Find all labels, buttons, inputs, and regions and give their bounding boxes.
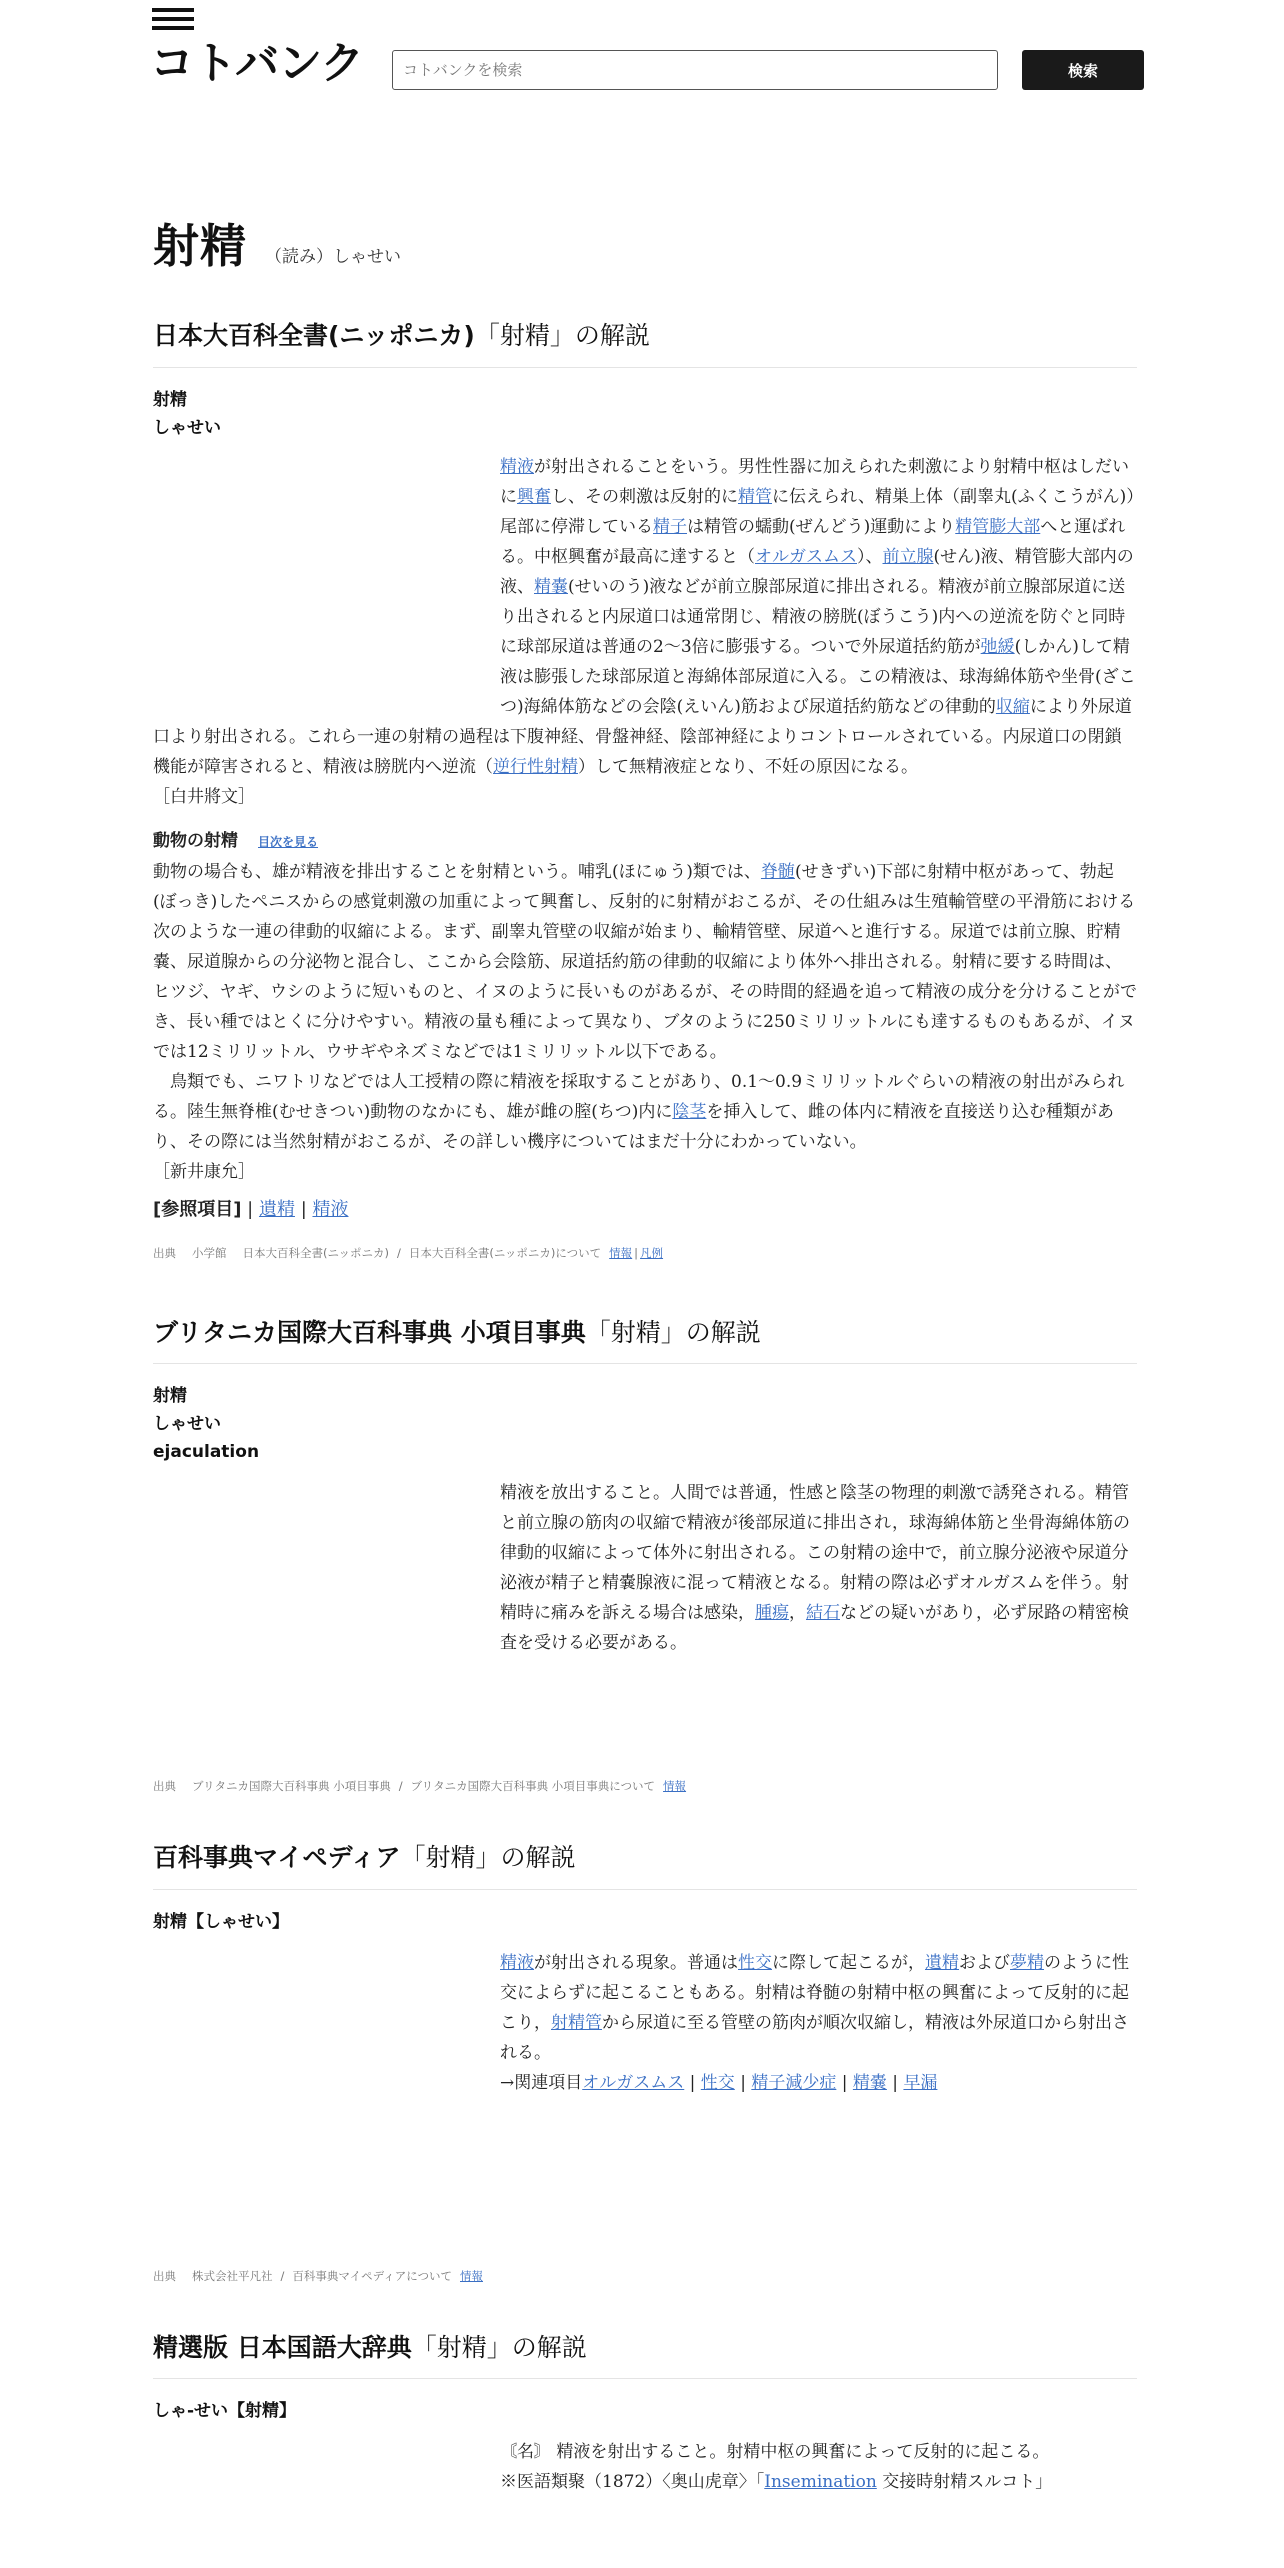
term-link[interactable]: 弛緩 <box>980 636 1015 657</box>
separator: | <box>241 1198 259 1220</box>
section-britannica <box>153 1317 1137 1797</box>
text-segment: 精液を放出すること。人間では普通，性感と陰茎の物理的刺激で誘発される。精管と前立腺の筋肉の収縮で精液が後部尿道に排出され，球海綿体筋と坐骨海綿体筋の律動的収縮によって体外に射出される。この射精の途中で，前立腺分泌液や尿道分泌液が精子と精嚢腺液に混って精液となる。射精の際は必ずオルガスムを伴う。射精時に痛みを訴える場合は感染， <box>500 1483 1131 1623</box>
source-prefix: 出典 <box>153 2268 176 2283</box>
reference-label: [参照項目] <box>153 1198 242 1220</box>
source-about: ブリタニカ国際大百科事典 小項目事典について <box>410 1779 656 1793</box>
term-link[interactable]: 夢精 <box>1010 1952 1044 1973</box>
term-link[interactable]: 精液 <box>500 1952 534 1973</box>
separator: | <box>294 1198 313 1220</box>
text-segment: に際して起こるが， <box>772 1952 925 1973</box>
page-title <box>153 210 1137 276</box>
text-segment: (せきずい)下部に射精中枢があって、勃起(ぼっき)したペニスからの感覚刺激の加重によって興奮し、反射的に射精がおこるが、その仕組みは生殖輸管壁の平滑筋における次のような一連の律動的収縮による。まず、副睾丸管壁の収縮が始まり、輸精管壁、尿道へと進行する。尿道では前立腺、貯精嚢、尿道腺からの分泌物と混合し、ここから会陰筋、尿道括約筋の律動的収縮により体外へ排出される。射精に要する時間は、ヒツジ、ヤギ、ウシのように短いものと、イヌのように長いものがあるが、その時間的経過を追って精液の成分を分けることができ、長い種ではとくに分けやすい。精液の量も種によって異なり、ブタのように250ミリリットルにも達するものもあるが、イヌでは12ミリリットル、ウサギやネズミなどでは1ミリリットル以下である。 <box>153 861 1137 1062</box>
ad-space <box>153 452 500 722</box>
dictionary-name: ブリタニカ国際大百科事典 小項目事典 <box>153 1317 586 1347</box>
ad-space <box>153 1478 500 1668</box>
entry-term: 射精 <box>153 1386 187 1406</box>
term-link[interactable]: 精子 <box>653 516 687 537</box>
source-line: 出典 小学館 日本大百科全書(ニッポニカ) / 日本大百科全書(ニッポニカ)について 情報 | 凡例 <box>153 1245 664 1260</box>
site-header <box>150 0 1134 100</box>
author-credit: ［白井將文］ <box>153 786 255 807</box>
separator: | <box>886 2072 904 2093</box>
text-segment: が射出されることをいう。男性性器に加えられた刺激により射精中枢はしだいに <box>500 456 1129 507</box>
term-link[interactable]: 精管膨大部 <box>955 516 1041 537</box>
text-segment: は精管の蠕動(ぜんどう)運動により <box>687 516 956 537</box>
separator: | <box>734 2072 752 2093</box>
source-publisher: 株式会社平凡社 <box>192 2268 273 2283</box>
section-title-suffix: 「射精」の解説 <box>411 2332 587 2362</box>
subsection-heading <box>153 826 1137 857</box>
entry-reading: しゃせい <box>153 417 221 438</box>
main-content <box>153 210 1137 2568</box>
term-link[interactable]: 逆行性射精 <box>493 756 578 777</box>
search-button[interactable]: 検索 <box>1022 50 1144 90</box>
related-link[interactable]: オルガスムス <box>582 2072 685 2093</box>
related-label: →関連項目 <box>500 2072 583 2093</box>
dictionary-name: 精選版 日本国語大辞典 <box>153 2332 412 2362</box>
text-segment: により外尿道口より射出される。これら一連の射精の過程は下腹神経、骨盤神経、陰部神経によりコントロールされている。内尿道口の閉鎖機能が障害されると、精液は膀胱内へ逆流（ <box>153 696 1132 777</box>
entry-definition: 〘名〙 精液を射出すること。射精中枢の興奮によって反射的に起こる。 <box>500 2442 1050 2462</box>
text-segment: 動物の場合も、雄が精液を排出することを射精という。哺乳(ほにゅう)類では、 <box>153 861 761 882</box>
term-link[interactable]: 性交 <box>738 1952 772 1973</box>
term-link[interactable]: 陰茎 <box>672 1101 707 1122</box>
separator: | <box>836 2072 853 2093</box>
source-publisher: 小学館 <box>192 1245 227 1260</box>
related-link[interactable]: 精子減少症 <box>751 2072 837 2093</box>
entry-term: しゃ‐せい【射精】 <box>153 2401 297 2421</box>
section-title-suffix: 「射精」の解説 <box>585 1317 761 1347</box>
citation-text: 交接時射精スルコト」 <box>876 2472 1053 2492</box>
source-prefix: 出典 <box>153 1779 176 1793</box>
menu-icon[interactable] <box>152 8 194 30</box>
term-link[interactable]: オルガスムス <box>755 546 857 567</box>
reference-items <box>153 1195 1137 1225</box>
section-title <box>153 320 1137 368</box>
separator: | <box>684 2072 701 2093</box>
search-input[interactable] <box>392 50 998 90</box>
reference-link[interactable]: 精液 <box>312 1198 349 1220</box>
dictionary-name: 百科事典マイペディア <box>153 1843 401 1872</box>
author-credit: ［新井康允］ <box>153 1161 255 1182</box>
text-segment: に伝えられ、精巣上体（副睾丸(ふくこうがん)）尾部に停滞している <box>500 486 1135 537</box>
text-segment: などの疑いがあり，必ず尿路の精密検査を受ける必要がある。 <box>500 1603 1129 1653</box>
site-logo[interactable]: コトバンク <box>150 38 364 89</box>
source-line: 出典 株式会社平凡社 / 百科事典マイペディアについて 情報 <box>153 2268 483 2283</box>
related-link[interactable]: 早漏 <box>903 2072 938 2093</box>
term-link[interactable]: 精液 <box>500 456 534 477</box>
source-prefix: 出典 <box>153 1245 176 1260</box>
section-title-suffix: 「射精」の解説 <box>400 1843 576 1872</box>
reference-link[interactable]: 遺精 <box>258 1198 295 1220</box>
source-line: 出典 ブリタニカ国際大百科事典 小項目事典 / ブリタニカ国際大百科事典 小項目事典について 情報 <box>153 1779 687 1793</box>
term-link[interactable]: 前立腺 <box>882 546 934 567</box>
section-title <box>153 2332 1137 2380</box>
ad-space <box>153 2437 500 2568</box>
source-title: 日本大百科全書(ニッポニカ) <box>242 1245 390 1260</box>
text-segment: および <box>959 1952 1010 1973</box>
section-title-suffix: 「射精」の解説 <box>474 321 650 350</box>
text-segment: ， <box>789 1603 806 1623</box>
entry-body-birds <box>153 1067 1137 1157</box>
text-segment: へと運ばれる。中枢興奮が最高に達すると（ <box>500 516 1126 567</box>
entry-body-animal <box>153 857 1137 1067</box>
text-segment: が射出される現象。普通は <box>534 1952 738 1973</box>
related-link[interactable]: 性交 <box>700 2072 735 2093</box>
subsection-title: 動物の射精 <box>153 830 238 851</box>
source-title: ブリタニカ国際大百科事典 小項目事典 <box>192 1779 391 1793</box>
term-link[interactable]: 精嚢 <box>534 576 568 597</box>
text-segment: ）して無精液症となり、不妊の原因になる。 <box>578 756 918 777</box>
page-title-reading: （読み）しゃせい <box>265 247 401 267</box>
source-about: 百科事典マイペディアについて <box>292 2268 452 2283</box>
term-link[interactable]: 精管 <box>738 486 772 507</box>
info-link[interactable]: 情報 <box>460 2268 483 2283</box>
text-segment: (せいのう)液などが前立腺部尿道に排出される。精液が前立腺部尿道に送り出されると内尿道口は通常閉じ、精液の膀胱(ぼうこう)内への逆流を防ぐと同時に球部尿道は普通の2～3倍に膨張する。ついで外尿道括約筋が <box>500 576 1126 657</box>
info-link[interactable]: 情報 <box>663 1779 687 1793</box>
related-link[interactable]: 精嚢 <box>852 2072 887 2093</box>
section-title <box>153 1842 1137 1890</box>
dictionary-name: 日本大百科全書(ニッポニカ) <box>153 321 475 350</box>
term-link[interactable]: 脊髄 <box>760 861 795 882</box>
toc-link[interactable]: 目次を見る <box>258 834 319 849</box>
legend-link[interactable]: 凡例 <box>640 1245 664 1260</box>
text-segment: を挿入して、雌の体内に精液を直接送り込む種類があり、その際には当然射精がおこるが、その詳しい機序についてはまだ十分にわかっていない。 <box>153 1101 1115 1152</box>
source-about: 日本大百科全書(ニッポニカ)について <box>408 1245 602 1260</box>
section-title <box>153 1317 1137 1365</box>
entry-reading: しゃせい <box>153 1414 221 1434</box>
entry-term: 射精 <box>153 389 187 410</box>
page-title-word: 射精 <box>153 219 247 273</box>
term-link[interactable]: 射精管 <box>551 2012 602 2033</box>
text-segment: のように性交によらずに起こることもある。射精は脊髄の射精中枢の興奮によって反射的に起こり， <box>500 1952 1129 2033</box>
section-daijisen <box>153 2332 1137 2498</box>
section-nipponica <box>153 320 1137 1263</box>
entry-term-english: ejaculation <box>153 1442 260 1462</box>
text-segment: し、その刺激は反射的に <box>551 486 738 507</box>
citation-text: ※医語類聚（1872）〈奥山虎章〉「 <box>500 2472 765 2492</box>
term-link[interactable]: 収縮 <box>995 696 1030 717</box>
term-link[interactable]: 興奮 <box>517 486 551 507</box>
text-segment: (せん)液、精管膨大部内の液、 <box>500 546 1134 597</box>
entry-term: 射精【しゃせい】 <box>153 1911 289 1932</box>
term-link[interactable]: 結石 <box>806 1603 840 1623</box>
info-link[interactable]: 情報 <box>609 1245 633 1260</box>
section-mypedia <box>153 1842 1137 2286</box>
term-link[interactable]: 腫瘍 <box>755 1603 789 1623</box>
text-segment: (しかん)して精液は膨張した球部尿道と海綿体部尿道に入る。この精液は、球海綿体筋や坐骨(ざこつ)海綿体筋などの会陰(えいん)筋および尿道括約筋などの律動的 <box>500 636 1136 717</box>
ad-space <box>153 1948 500 2138</box>
term-link[interactable]: 遺精 <box>925 1952 959 1973</box>
text-segment: から尿道に至る管壁の筋肉が順次収縮し，精液は外尿道口から射出される。 <box>500 2012 1129 2063</box>
citation-link[interactable]: Insemination <box>764 2472 877 2492</box>
text-segment: 鳥類でも、ニワトリなどでは人工授精の際に精液を採取することがあり、0.1～0.9ミリリットルぐらいの精液の射出がみられる。陸生無脊椎(むせきつい)動物のなかにも、雄が雌の膣(ちつ)内に <box>153 1071 1125 1122</box>
text-segment: ）、 <box>857 546 883 567</box>
